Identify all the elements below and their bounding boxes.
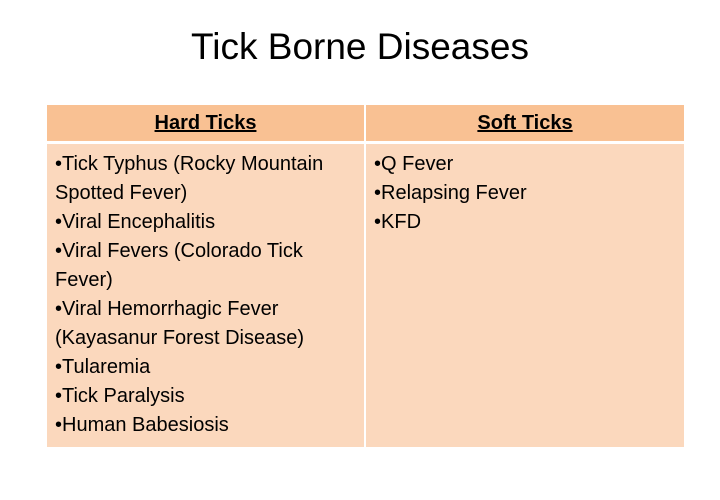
table-header-row [47, 105, 684, 143]
tick-diseases-table [47, 105, 684, 447]
list-item: • Relapsing Fever [374, 179, 678, 208]
list-item: • Viral Hemorrhagic Fever (Kayasanur Forest Disease) [55, 295, 358, 353]
hard-ticks-cell [47, 143, 365, 448]
list-item: • Tick Paralysis [55, 382, 358, 411]
list-item: • Tularemia [55, 353, 358, 382]
table-body-row [47, 143, 684, 448]
soft-ticks-cell [365, 143, 684, 448]
slide-title: Tick Borne Diseases [191, 26, 529, 67]
list-item: • Q Fever [374, 150, 678, 179]
list-item: • Viral Encephalitis [55, 208, 358, 237]
soft-ticks-list [374, 150, 678, 237]
list-item: • Viral Fevers (Colorado Tick Fever) [55, 237, 358, 295]
list-item: • Human Babesiosis [55, 411, 358, 440]
hard-ticks-header: Hard Ticks [47, 105, 365, 143]
soft-ticks-header: Soft Ticks [365, 105, 684, 143]
list-item: • Tick Typhus (Rocky Mountain Spotted Fever) [55, 150, 358, 208]
list-item: • KFD [374, 208, 678, 237]
hard-ticks-list [55, 150, 358, 440]
